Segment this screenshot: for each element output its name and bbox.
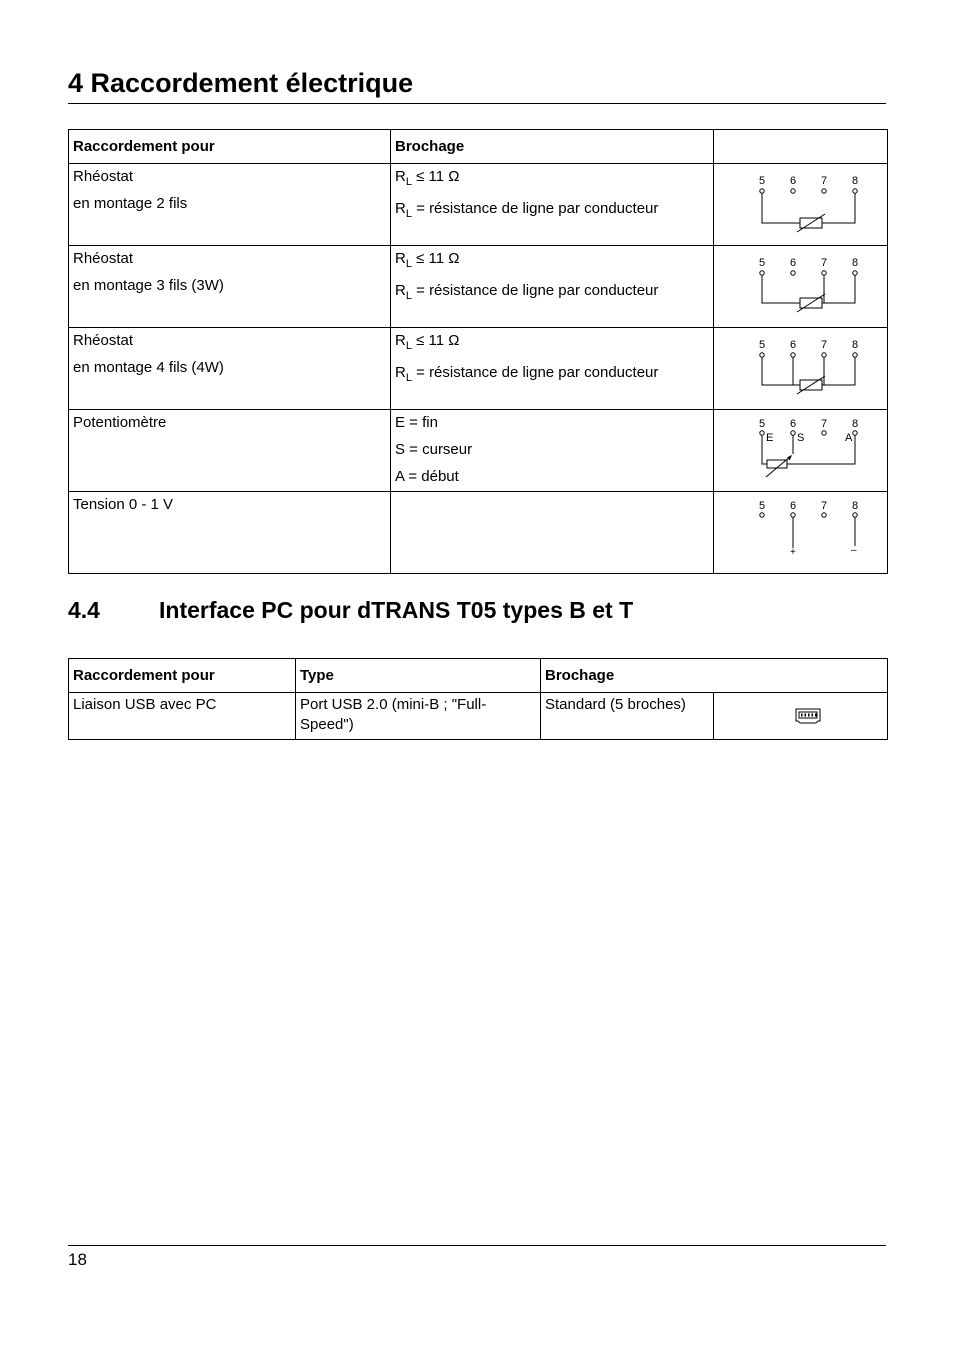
usb-interface-table <box>68 658 888 740</box>
pinout-cell <box>391 410 714 492</box>
wiring-diagram-4-wire <box>714 328 888 410</box>
header-diagram <box>714 130 888 164</box>
terminal-label: 5 <box>759 175 766 187</box>
header-raccordement: Raccordement pour <box>69 130 391 164</box>
table-row <box>69 492 888 574</box>
usb-connector-cell <box>714 693 888 740</box>
table-row <box>69 693 888 740</box>
footer-rule <box>68 1245 886 1246</box>
resistance-definition: $R_L$ = résistance de ligne par conducteur <box>395 282 659 302</box>
table-row <box>69 328 888 410</box>
terminal-label: 8 <box>852 500 859 512</box>
section-title-text: Interface PC pour dTRANS T05 types B et T <box>159 597 634 623</box>
pot-label-e: E <box>766 432 774 444</box>
pin-e: E = fin <box>395 414 438 431</box>
table-header-row <box>69 130 888 164</box>
terminal-label: 5 <box>759 339 766 351</box>
connection-label: Rhéostat <box>73 168 134 185</box>
connection-detail: en montage 3 fils (3W) <box>73 277 224 294</box>
connection-cell <box>69 246 391 328</box>
resistance-definition: $R_L$ = résistance de ligne par conducteur <box>395 364 659 384</box>
terminal-label: 6 <box>790 500 797 512</box>
connection-label: Potentiomètre <box>73 414 167 431</box>
terminal-label: 8 <box>852 339 859 351</box>
resistance-limit: $R_L \le 11$ Ω <box>395 250 460 270</box>
connection-cell <box>69 164 391 246</box>
terminal-label: 6 <box>790 175 797 187</box>
chapter-title: 4 Raccordement électrique <box>68 68 414 98</box>
table-row <box>69 410 888 492</box>
table-row <box>69 246 888 328</box>
wiring-diagram-3-wire <box>714 246 888 328</box>
terminal-label: 7 <box>821 500 828 512</box>
pinout-cell <box>391 246 714 328</box>
pinout-cell <box>391 328 714 410</box>
mini-usb-icon <box>718 695 890 739</box>
connection-cell <box>69 328 391 410</box>
pot-label-s: S <box>797 432 805 444</box>
usb-connection-cell: Liaison USB avec PC <box>69 693 296 740</box>
connection-detail: en montage 2 fils <box>73 195 188 212</box>
connection-label: Rhéostat <box>73 250 134 267</box>
terminal-label: 7 <box>821 257 828 269</box>
connection-cell <box>69 492 391 574</box>
header-type: Type <box>296 659 541 693</box>
header-icon-column <box>714 659 888 693</box>
connection-table <box>68 129 888 574</box>
connection-label: Tension 0 - 1 V <box>73 496 174 513</box>
wiring-diagram-voltage <box>714 492 888 574</box>
table-header-row <box>69 659 888 693</box>
page-number: 18 <box>68 1250 87 1269</box>
section-number: 4.4 <box>68 597 100 623</box>
table-row <box>69 164 888 246</box>
terminal-label: 8 <box>852 257 859 269</box>
voltage-plus-label: + <box>790 547 796 558</box>
terminal-label: 7 <box>821 418 828 430</box>
pinout-cell <box>391 164 714 246</box>
terminal-label: 6 <box>790 418 797 430</box>
terminal-label: 5 <box>759 418 766 430</box>
pot-label-a: A <box>845 432 853 444</box>
header-brochage: Brochage <box>391 130 714 164</box>
wiring-diagram-2-wire <box>714 164 888 246</box>
terminal-label: 8 <box>852 175 859 187</box>
terminal-label: 5 <box>759 257 766 269</box>
pin-a: A = début <box>395 468 459 485</box>
header-raccordement: Raccordement pour <box>69 659 296 693</box>
section-title <box>68 594 886 626</box>
terminal-label: 6 <box>790 339 797 351</box>
resistance-definition: $R_L$ = résistance de ligne par conducteur <box>395 200 659 220</box>
usb-type-cell: Port USB 2.0 (mini-B ; "Full-Speed") <box>296 693 541 740</box>
terminal-label: 7 <box>821 339 828 351</box>
connection-cell <box>69 410 391 492</box>
voltage-minus-label: – <box>851 545 857 556</box>
title-rule <box>68 103 886 104</box>
resistance-limit: $R_L \le 11$ Ω <box>395 332 460 352</box>
terminal-label: 6 <box>790 257 797 269</box>
resistance-limit: $R_L \le 11$ Ω <box>395 168 460 188</box>
usb-pinout-cell: Standard (5 broches) <box>541 693 714 740</box>
wiring-diagram-potentiometer <box>714 410 888 492</box>
terminal-label: 7 <box>821 175 828 187</box>
terminal-label: 8 <box>852 418 859 430</box>
connection-label: Rhéostat <box>73 332 134 349</box>
terminal-label: 5 <box>759 500 766 512</box>
header-brochage: Brochage <box>541 659 714 693</box>
pin-s: S = curseur <box>395 441 473 458</box>
connection-detail: en montage 4 fils (4W) <box>73 359 224 376</box>
pinout-cell <box>391 492 714 574</box>
